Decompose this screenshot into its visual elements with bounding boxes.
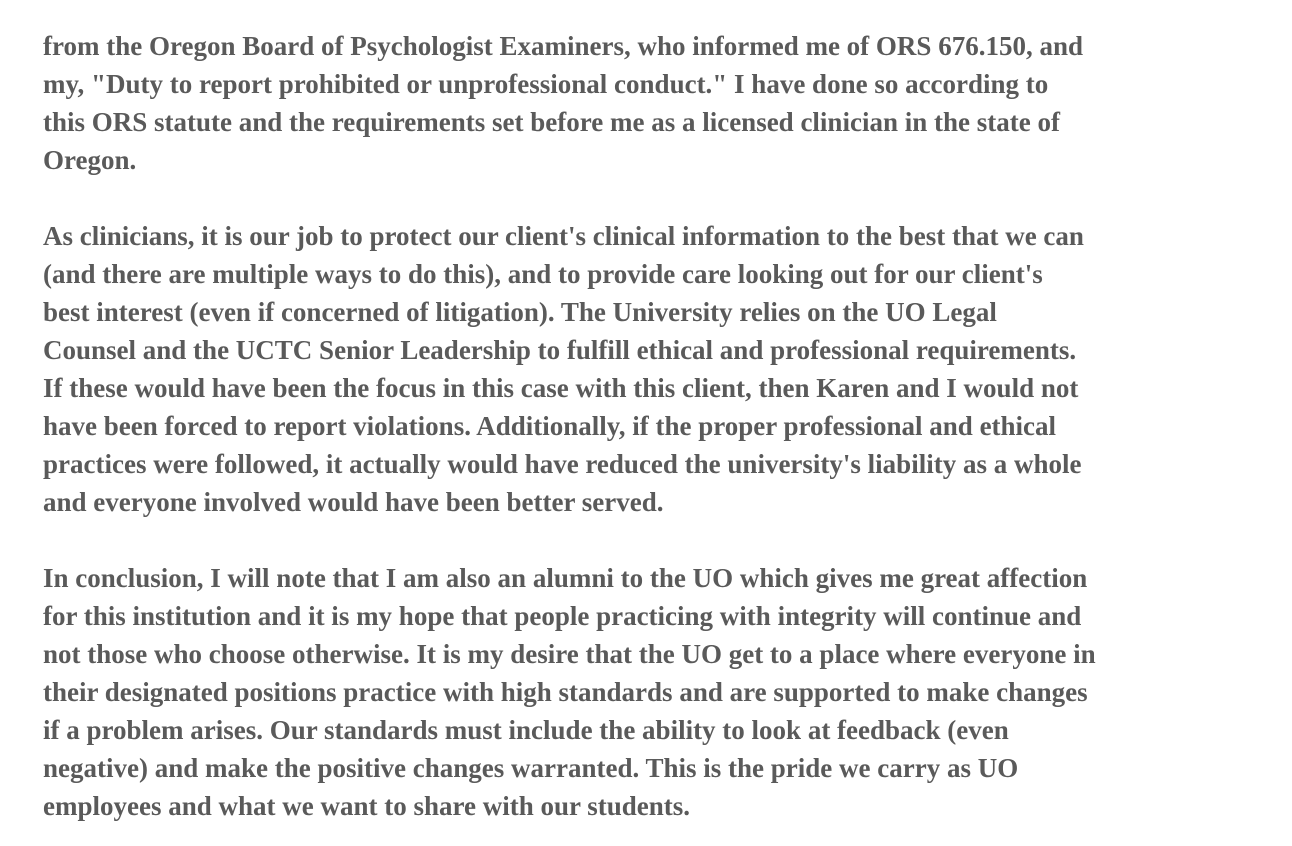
paragraph-duty-to-report: [43, 27, 1262, 179]
text-line: for this institution and it is my hope that people practicing with integrity will continue and: [43, 601, 1082, 631]
text-line: employees and what we want to share with our students.: [43, 791, 691, 821]
text-line: practices were followed, it actually would have reduced the university's liability as a whole: [43, 449, 1082, 479]
text-line: not those who choose otherwise. It is my desire that the UO get to a place where everyone in: [43, 639, 1096, 669]
text-line: negative) and make the positive changes warranted. This is the pride we carry as UO: [43, 753, 1019, 783]
text-line: As clinicians, it is our job to protect our client's clinical information to the best that we can: [43, 221, 1084, 251]
paragraph-conclusion: [43, 559, 1262, 825]
text-line: If these would have been the focus in this case with this client, then Karen and I would not: [43, 373, 1079, 403]
text-line: Counsel and the UCTC Senior Leadership to fulfill ethical and professional requirements.: [43, 335, 1077, 365]
text-line: Oregon.: [43, 145, 137, 175]
text-line: my, "Duty to report prohibited or unprofessional conduct." I have done so according to: [43, 69, 1049, 99]
text-line: In conclusion, I will note that I am also an alumni to the UO which gives me great affection: [43, 563, 1088, 593]
text-line: this ORS statute and the requirements set before me as a licensed clinician in the state of: [43, 107, 1060, 137]
text-line: best interest (even if concerned of litigation). The University relies on the UO Legal: [43, 297, 997, 327]
text-line: their designated positions practice with high standards and are supported to make changes: [43, 677, 1088, 707]
text-line: and everyone involved would have been better served.: [43, 487, 664, 517]
text-line: (and there are multiple ways to do this), and to provide care looking out for our client's: [43, 259, 1043, 289]
text-line: if a problem arises. Our standards must include the ability to look at feedback (even: [43, 715, 1009, 745]
text-line: from the Oregon Board of Psychologist Examiners, who informed me of ORS 676.150, and: [43, 31, 1083, 61]
text-line: have been forced to report violations. Additionally, if the proper professional and ethical: [43, 411, 1057, 441]
paragraph-clinician-responsibility: [43, 217, 1262, 521]
